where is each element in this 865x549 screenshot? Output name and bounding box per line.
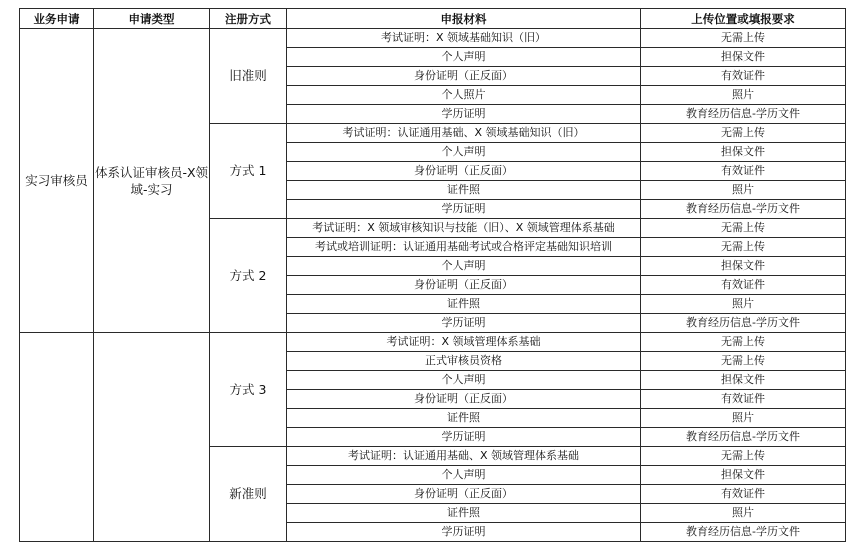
upload-location-cell: 教育经历信息-学历文件 [641,105,846,124]
material-cell: 考试证明：X 领域基础知识（旧） [287,29,641,48]
material-cell: 身份证明（正反面） [287,485,641,504]
upload-location-cell: 无需上传 [641,219,846,238]
material-cell: 考试证明：X 领域管理体系基础 [287,333,641,352]
material-cell: 学历证明 [287,428,641,447]
material-cell: 个人声明 [287,48,641,67]
material-cell: 个人声明 [287,257,641,276]
upload-location-cell: 无需上传 [641,124,846,143]
requirements-table [19,8,846,542]
upload-location-cell: 担保文件 [641,143,846,162]
upload-location-cell: 教育经历信息-学历文件 [641,314,846,333]
upload-location-cell: 担保文件 [641,257,846,276]
material-cell: 学历证明 [287,105,641,124]
header-application-type: 申请类型 [94,9,210,29]
registration-method-cell: 新准则 [210,447,287,542]
material-cell: 身份证明（正反面） [287,162,641,181]
upload-location-cell: 有效证件 [641,485,846,504]
material-cell: 证件照 [287,409,641,428]
upload-location-cell: 有效证件 [641,162,846,181]
material-cell: 考试证明：X 领域审核知识与技能（旧）、X 领域管理体系基础 [287,219,641,238]
upload-location-cell: 无需上传 [641,447,846,466]
table-row [20,29,846,48]
application-type-cell [94,333,210,542]
material-cell: 证件照 [287,504,641,523]
material-cell: 个人声明 [287,143,641,162]
registration-method-cell: 方式 3 [210,333,287,447]
header-upload-location: 上传位置或填报要求 [641,9,846,29]
material-cell: 个人声明 [287,466,641,485]
table-header-row [20,9,846,29]
material-cell: 考试证明：认证通用基础、X 领域基础知识（旧） [287,124,641,143]
material-cell: 正式审核员资格 [287,352,641,371]
upload-location-cell: 担保文件 [641,371,846,390]
upload-location-cell: 教育经历信息-学历文件 [641,428,846,447]
material-cell: 学历证明 [287,523,641,542]
header-registration-method: 注册方式 [210,9,287,29]
table-body [20,29,846,542]
material-cell: 学历证明 [287,314,641,333]
material-cell: 考试或培训证明：认证通用基础考试或合格评定基础知识培训 [287,238,641,257]
material-cell: 身份证明（正反面） [287,276,641,295]
upload-location-cell: 有效证件 [641,67,846,86]
upload-location-cell: 教育经历信息-学历文件 [641,200,846,219]
material-cell: 身份证明（正反面） [287,67,641,86]
upload-location-cell: 担保文件 [641,466,846,485]
upload-location-cell: 无需上传 [641,238,846,257]
registration-method-cell: 方式 1 [210,124,287,219]
material-cell: 证件照 [287,181,641,200]
header-business: 业务申请 [20,9,94,29]
upload-location-cell: 教育经历信息-学历文件 [641,523,846,542]
upload-location-cell: 照片 [641,295,846,314]
material-cell: 证件照 [287,295,641,314]
material-cell: 身份证明（正反面） [287,390,641,409]
material-cell: 个人声明 [287,371,641,390]
header-materials: 申报材料 [287,9,641,29]
upload-location-cell: 照片 [641,504,846,523]
business-cell: 实习审核员 [20,29,94,333]
registration-method-cell: 方式 2 [210,219,287,333]
upload-location-cell: 照片 [641,181,846,200]
material-cell: 个人照片 [287,86,641,105]
application-type-cell: 体系认证审核员-X领域-实习 [94,29,210,333]
upload-location-cell: 照片 [641,86,846,105]
upload-location-cell: 有效证件 [641,390,846,409]
material-cell: 考试证明：认证通用基础、X 领域管理体系基础 [287,447,641,466]
upload-location-cell: 无需上传 [641,29,846,48]
upload-location-cell: 有效证件 [641,276,846,295]
upload-location-cell: 照片 [641,409,846,428]
material-cell: 学历证明 [287,200,641,219]
cropped-next-row [19,541,845,549]
registration-method-cell: 旧准则 [210,29,287,124]
business-cell [20,333,94,542]
upload-location-cell: 无需上传 [641,352,846,371]
upload-location-cell: 担保文件 [641,48,846,67]
table-row [20,333,846,352]
upload-location-cell: 无需上传 [641,333,846,352]
